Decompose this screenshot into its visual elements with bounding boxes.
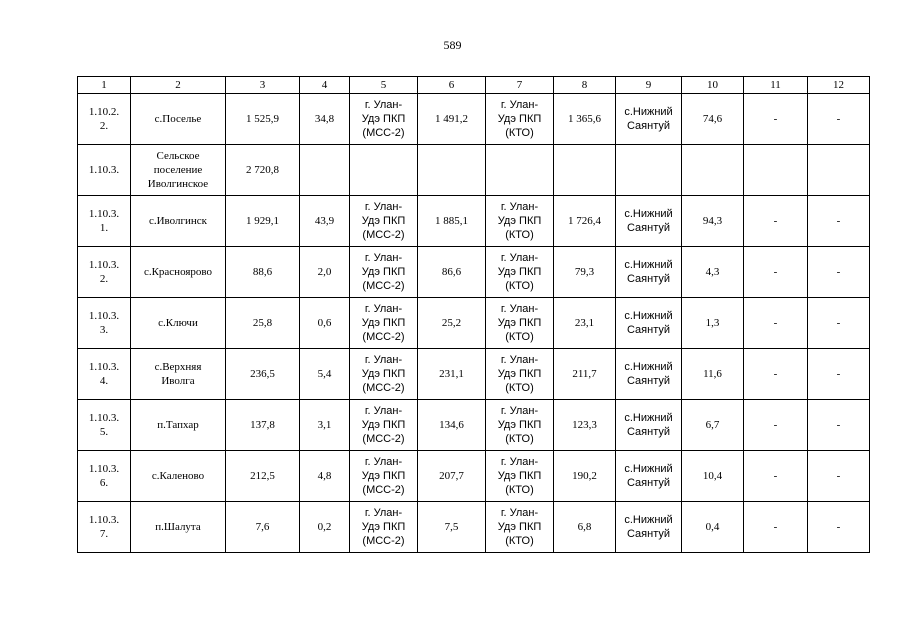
table-cell: г. Улан- Удэ ПКП (КТО) [486, 196, 554, 247]
table-cell: 1 885,1 [418, 196, 486, 247]
table-cell [300, 145, 350, 196]
table-cell: 23,1 [554, 298, 616, 349]
table-cell: 7,5 [418, 502, 486, 553]
column-header: 4 [300, 77, 350, 94]
table-cell: 211,7 [554, 349, 616, 400]
table-cell: 1.10.3. 5. [78, 400, 131, 451]
table-cell: - [744, 196, 808, 247]
table-cell: 236,5 [226, 349, 300, 400]
table-cell: - [808, 400, 870, 451]
table-cell: 25,8 [226, 298, 300, 349]
table-cell: г. Улан- Удэ ПКП (МСС-2) [350, 451, 418, 502]
column-header: 2 [131, 77, 226, 94]
table-cell: 74,6 [682, 94, 744, 145]
column-header: 3 [226, 77, 300, 94]
table-cell: 134,6 [418, 400, 486, 451]
table-cell: 1 726,4 [554, 196, 616, 247]
table-cell: с.Нижний Саянтуй [616, 400, 682, 451]
table-cell: 1.10.3. 3. [78, 298, 131, 349]
table-row [78, 400, 870, 451]
table-cell: г. Улан- Удэ ПКП (МСС-2) [350, 349, 418, 400]
table-cell: г. Улан- Удэ ПКП (КТО) [486, 94, 554, 145]
table-cell: 2 720,8 [226, 145, 300, 196]
table-cell: г. Улан- Удэ ПКП (КТО) [486, 247, 554, 298]
table-cell: г. Улан- Удэ ПКП (КТО) [486, 400, 554, 451]
table-cell: 43,9 [300, 196, 350, 247]
table-cell: 0,6 [300, 298, 350, 349]
table-cell: - [808, 451, 870, 502]
table-cell: 79,3 [554, 247, 616, 298]
table-cell: Сельское поселение Иволгинское [131, 145, 226, 196]
table-cell: с.Ключи [131, 298, 226, 349]
table-cell: г. Улан- Удэ ПКП (КТО) [486, 502, 554, 553]
column-header: 5 [350, 77, 418, 94]
table-cell [350, 145, 418, 196]
table-cell: г. Улан- Удэ ПКП (МСС-2) [350, 400, 418, 451]
table-cell: с.Нижний Саянтуй [616, 196, 682, 247]
table-cell: с.Верхняя Иволга [131, 349, 226, 400]
table-cell: - [808, 349, 870, 400]
table-cell: 94,3 [682, 196, 744, 247]
table-cell: г. Улан- Удэ ПКП (МСС-2) [350, 298, 418, 349]
table-row [78, 145, 870, 196]
table-cell: с.Нижний Саянтуй [616, 94, 682, 145]
table-row [78, 247, 870, 298]
column-header: 7 [486, 77, 554, 94]
column-header: 6 [418, 77, 486, 94]
table-cell: г. Улан- Удэ ПКП (КТО) [486, 298, 554, 349]
table-cell: - [808, 502, 870, 553]
table-cell: 10,4 [682, 451, 744, 502]
table-cell: 34,8 [300, 94, 350, 145]
table-cell: - [744, 94, 808, 145]
table-cell: 1 929,1 [226, 196, 300, 247]
table-cell: с.Нижний Саянтуй [616, 298, 682, 349]
table-cell: 86,6 [418, 247, 486, 298]
table-cell: 4,3 [682, 247, 744, 298]
table-cell: 1.10.2. 2. [78, 94, 131, 145]
table-cell: - [744, 400, 808, 451]
table-cell: 123,3 [554, 400, 616, 451]
table-cell: 1.10.3. 7. [78, 502, 131, 553]
table-cell: 1.10.3. 2. [78, 247, 131, 298]
table-cell: - [744, 247, 808, 298]
table-cell: - [808, 94, 870, 145]
table-cell: 0,4 [682, 502, 744, 553]
table-cell: с.Красноярово [131, 247, 226, 298]
table-cell: с.Нижний Саянтуй [616, 451, 682, 502]
table-cell: 1 491,2 [418, 94, 486, 145]
table-cell: 1 525,9 [226, 94, 300, 145]
table-cell [808, 145, 870, 196]
table-cell: 2,0 [300, 247, 350, 298]
table-cell: 1.10.3. 1. [78, 196, 131, 247]
column-header: 12 [808, 77, 870, 94]
table-cell [744, 145, 808, 196]
table-cell: с.Поселье [131, 94, 226, 145]
table-cell: г. Улан- Удэ ПКП (КТО) [486, 349, 554, 400]
table-cell: 1 365,6 [554, 94, 616, 145]
table-cell: 212,5 [226, 451, 300, 502]
table-cell: 6,8 [554, 502, 616, 553]
table-cell: 207,7 [418, 451, 486, 502]
data-table [77, 76, 870, 553]
table-cell: 1.10.3. [78, 145, 131, 196]
table-cell: - [744, 349, 808, 400]
table-cell: 7,6 [226, 502, 300, 553]
table-cell: п.Тапхар [131, 400, 226, 451]
table-cell: 1.10.3. 4. [78, 349, 131, 400]
table-cell: г. Улан- Удэ ПКП (МСС-2) [350, 247, 418, 298]
table-row [78, 298, 870, 349]
table-cell: с.Иволгинск [131, 196, 226, 247]
table-cell: 1.10.3. 6. [78, 451, 131, 502]
table-cell: с.Нижний Саянтуй [616, 502, 682, 553]
table-cell: с.Нижний Саянтуй [616, 349, 682, 400]
table-cell: г. Улан- Удэ ПКП (КТО) [486, 451, 554, 502]
table-cell: 5,4 [300, 349, 350, 400]
table-cell: г. Улан- Удэ ПКП (МСС-2) [350, 196, 418, 247]
table-cell: 0,2 [300, 502, 350, 553]
table-cell: - [808, 298, 870, 349]
table-cell [554, 145, 616, 196]
table-cell: г. Улан- Удэ ПКП (МСС-2) [350, 502, 418, 553]
table-cell: - [744, 451, 808, 502]
table-cell: - [744, 298, 808, 349]
table-cell: п.Шалута [131, 502, 226, 553]
table-row [78, 502, 870, 553]
table-cell: 137,8 [226, 400, 300, 451]
table-cell [616, 145, 682, 196]
table-cell: 1,3 [682, 298, 744, 349]
table-row [78, 94, 870, 145]
table-header-row [78, 77, 870, 94]
table-cell [418, 145, 486, 196]
table-row [78, 451, 870, 502]
table-row [78, 196, 870, 247]
table-cell: 3,1 [300, 400, 350, 451]
column-header: 9 [616, 77, 682, 94]
table-cell: 25,2 [418, 298, 486, 349]
table-cell: с.Каленово [131, 451, 226, 502]
table-cell [486, 145, 554, 196]
table-cell [682, 145, 744, 196]
table-cell: 4,8 [300, 451, 350, 502]
column-header: 1 [78, 77, 131, 94]
table-cell: - [808, 196, 870, 247]
table-cell: с.Нижний Саянтуй [616, 247, 682, 298]
table-cell: 6,7 [682, 400, 744, 451]
table-cell: 190,2 [554, 451, 616, 502]
table-cell: 231,1 [418, 349, 486, 400]
table-row [78, 349, 870, 400]
column-header: 8 [554, 77, 616, 94]
table-cell: 11,6 [682, 349, 744, 400]
table-cell: 88,6 [226, 247, 300, 298]
table-cell: - [744, 502, 808, 553]
table-cell: - [808, 247, 870, 298]
column-header: 11 [744, 77, 808, 94]
page-number: 589 [443, 38, 462, 52]
table-cell: г. Улан- Удэ ПКП (МСС-2) [350, 94, 418, 145]
column-header: 10 [682, 77, 744, 94]
